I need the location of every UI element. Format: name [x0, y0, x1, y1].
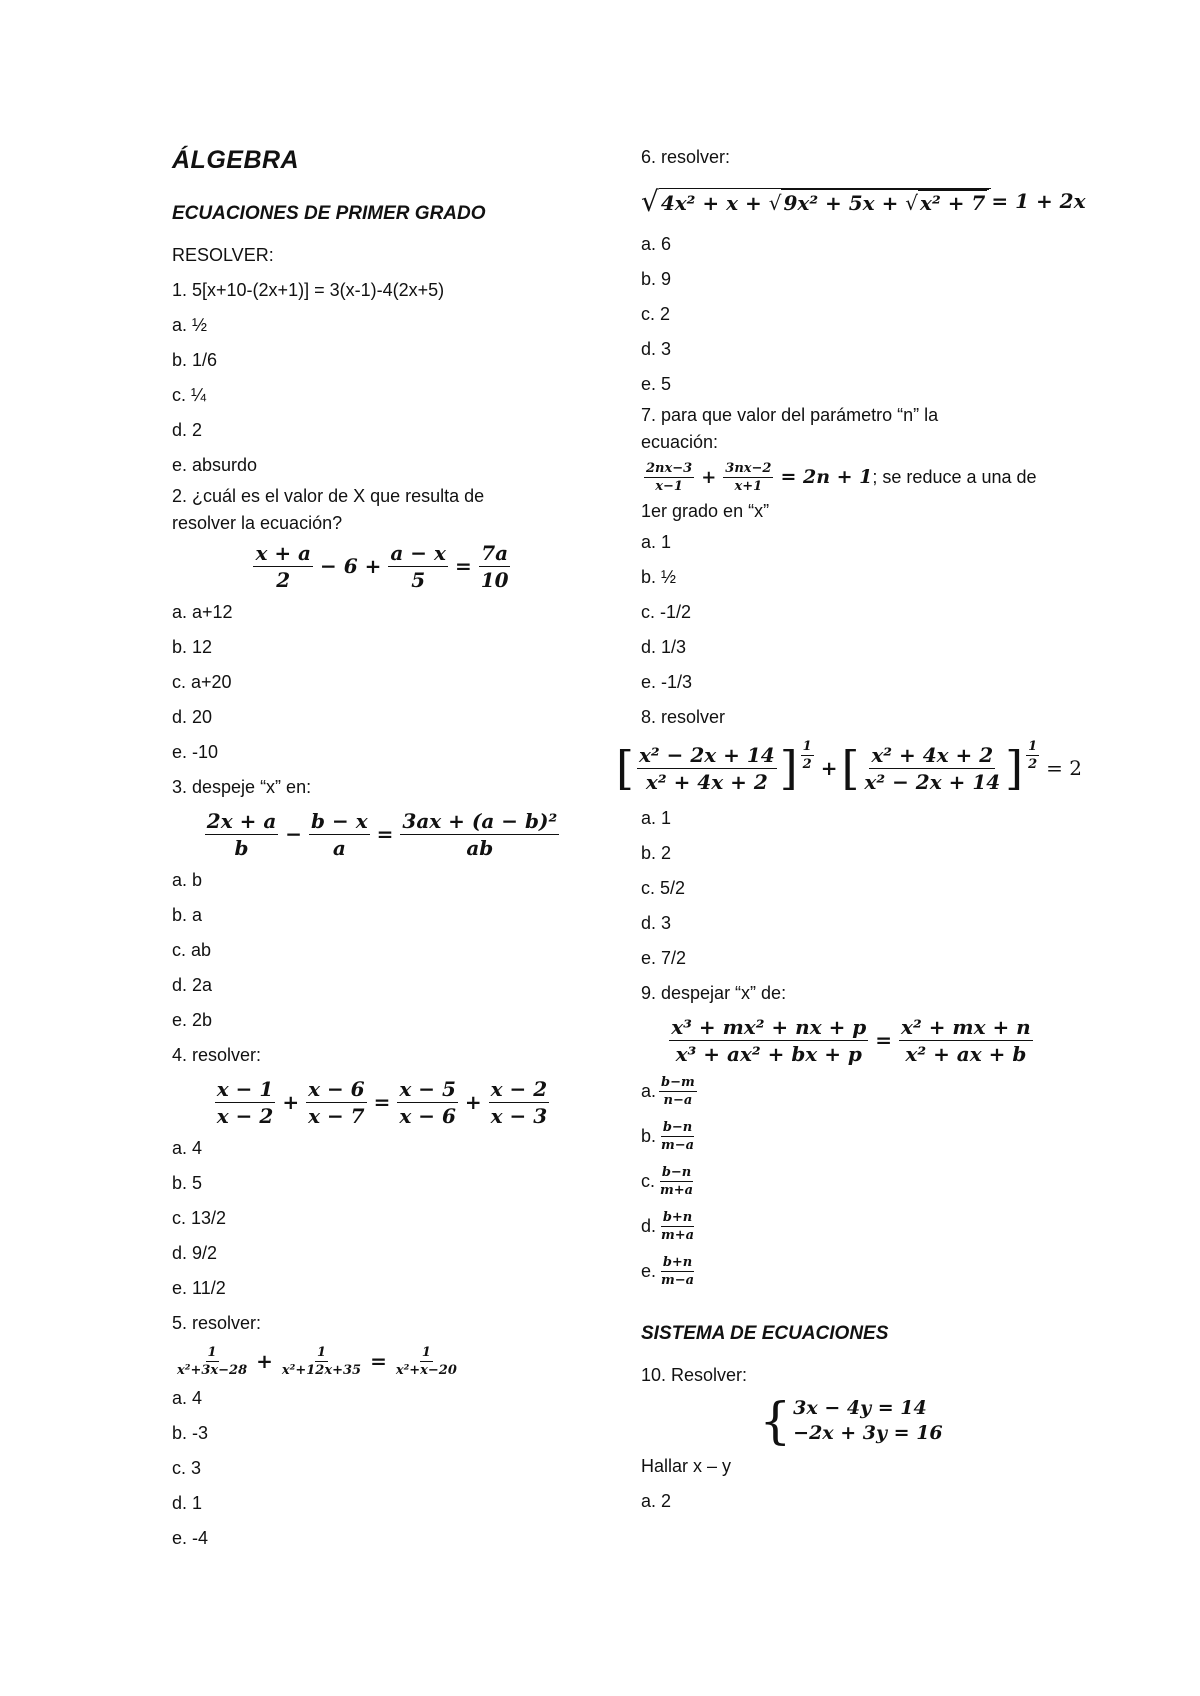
q3-option-c: c. ab: [172, 940, 212, 960]
question-9: 9. despejar “x” de:: [641, 983, 787, 1003]
q9-equation: $\frac{\text{x³ + mx² + nx + p}}{\text{x³ + ax² + bx + p}}$ = $\frac{\text{x² + mx + n}}{\text{x² + ax + b}}$: [671, 1014, 1031, 1066]
q7-option-a: a. 1: [641, 532, 672, 552]
q6-option-a: a. 6: [641, 234, 672, 254]
q10-equation-2: −2x + 3y = 16: [793, 1422, 943, 1444]
q9-option-a: a. $\frac{b-m}{n-a}$: [641, 1075, 695, 1108]
q1-option-a: a. ½: [172, 315, 208, 335]
q8-equation: [ $\frac{\text{x² − 2x + 14}}{\text{x² + 4x + 2}}$ ] $\frac{1}{2}$ + [ $\frac{\text{x² + 4x + 2}}{\text{x² − 2x + 14}}$ ] $\frac{1}{2}$ = 2: [616, 739, 1082, 795]
q8-option-b: b. 2: [641, 843, 672, 863]
question-2-line-2: resolver la ecuación?: [172, 513, 343, 533]
q4-option-a: a. 4: [172, 1138, 203, 1158]
q2-equation: $\frac{x + a}{2}$ − 6 + $\frac{a - x}{5}$ = $\frac{7a}{10}$: [255, 540, 509, 592]
q8-option-d: d. 3: [641, 913, 672, 933]
q3-option-d: d. 2a: [172, 975, 213, 995]
q4-equation: $\frac{x - 1}{x - 2}$ + $\frac{x - 6}{x - 7}$ = $\frac{x - 5}{x - 6}$ + $\frac{x - 2}{x - 3}$: [216, 1076, 548, 1128]
q6-option-c: c. 2: [641, 304, 671, 324]
q3-option-e: e. 2b: [172, 1010, 213, 1030]
q8-option-c: c. 5/2: [641, 878, 686, 898]
question-7-line-4: 1er grado en “x”: [641, 501, 770, 521]
q7-equation: $\frac{2nx-3}{x-1}$ + $\frac{3nx-2}{x+1}$ = 2n + 1 ; se reduce a una de: [646, 460, 1037, 494]
q4-option-c: c. 13/2: [172, 1208, 227, 1228]
q9-option-d: d. $\frac{b+n}{m+a}$: [641, 1210, 695, 1243]
q1-option-b: b. 1/6: [172, 350, 218, 370]
question-7-line-1: 7. para que valor del parámetro “n” la: [641, 405, 939, 425]
q5-option-a: a. 4: [172, 1388, 203, 1408]
q4-option-d: d. 9/2: [172, 1243, 218, 1263]
q5-option-e: e. -4: [172, 1528, 209, 1548]
q6-option-d: d. 3: [641, 339, 672, 359]
q5-option-d: d. 1: [172, 1493, 203, 1513]
question-5: 5. resolver:: [172, 1313, 262, 1333]
q9-option-e: e. $\frac{b+n}{m-a}$: [641, 1255, 695, 1288]
q5-equation: $\frac{1}{\text{x²+3x−28}}$ + $\frac{1}{\text{x²+12x+35}}$ = $\frac{1}{\text{x²+x−20}}$: [177, 1344, 457, 1378]
q6-equation: √ 4x² + x + √ 9x² + 5x + √ x² + 7 = 1 + 2x: [641, 184, 1086, 218]
question-10: 10. Resolver:: [641, 1365, 748, 1385]
q7-option-e: e. -1/3: [641, 672, 693, 692]
q3-option-a: a. b: [172, 870, 203, 890]
q2-option-d: d. 20: [172, 707, 213, 727]
q1-option-d: d. 2: [172, 420, 203, 440]
q10-system: { 3x − 4y = 14 −2x + 3y = 16: [759, 1392, 943, 1450]
q7-option-b: b. ½: [641, 567, 677, 587]
resolver-label: RESOLVER:: [172, 245, 274, 265]
q1-option-c: c. ¼: [172, 385, 207, 405]
q7-option-c: c. -1/2: [641, 602, 692, 622]
q7-option-d: d. 1/3: [641, 637, 687, 657]
q2-option-e: e. -10: [172, 742, 219, 762]
question-6: 6. resolver:: [641, 147, 731, 167]
q10-option-a: a. 2: [641, 1491, 672, 1511]
q3-option-b: b. a: [172, 905, 203, 925]
q10-find: Hallar x – y: [641, 1456, 732, 1476]
q10-equation-1: 3x − 4y = 14: [793, 1397, 927, 1419]
q4-option-e: e. 11/2: [172, 1278, 226, 1298]
q9-option-c: c. $\frac{b-n}{m+a}$: [641, 1165, 694, 1198]
right-column: [616, 140, 1086, 1519]
question-7-line-2: ecuación:: [641, 432, 719, 452]
q6-option-e: e. 5: [641, 374, 672, 394]
question-4: 4. resolver:: [172, 1045, 262, 1065]
left-column: [172, 140, 592, 1556]
q8-option-a: a. 1: [641, 808, 672, 828]
section-title-first-degree: ECUACIONES DE PRIMER GRADO: [172, 203, 486, 224]
q3-equation: $\frac{2x + a}{b}$ − $\frac{b - x}{a}$ = $\frac{\text{3ax + (a − b)²}}{ab}$: [206, 808, 558, 860]
q8-option-e: e. 7/2: [641, 948, 687, 968]
q9-option-b: b. $\frac{b-n}{m-a}$: [641, 1120, 695, 1153]
q6-option-b: b. 9: [641, 269, 672, 289]
question-3: 3. despeje “x” en:: [172, 777, 312, 797]
q5-option-b: b. -3: [172, 1423, 209, 1443]
q1-option-e: e. absurdo: [172, 455, 258, 475]
section-title-systems: SISTEMA DE ECUACIONES: [641, 1323, 889, 1344]
question-8: 8. resolver: [641, 707, 726, 727]
q5-option-c: c. 3: [172, 1458, 202, 1478]
question-1: 1. 5[x+10-(2x+1)] = 3(x-1)-4(2x+5): [172, 280, 445, 300]
page-title: ÁLGEBRA: [172, 146, 300, 174]
q4-option-b: b. 5: [172, 1173, 203, 1193]
question-2-line-1: 2. ¿cuál es el valor de X que resulta de: [172, 486, 485, 506]
q2-option-b: b. 12: [172, 637, 213, 657]
q2-option-c: c. a+20: [172, 672, 232, 692]
q2-option-a: a. a+12: [172, 602, 233, 622]
